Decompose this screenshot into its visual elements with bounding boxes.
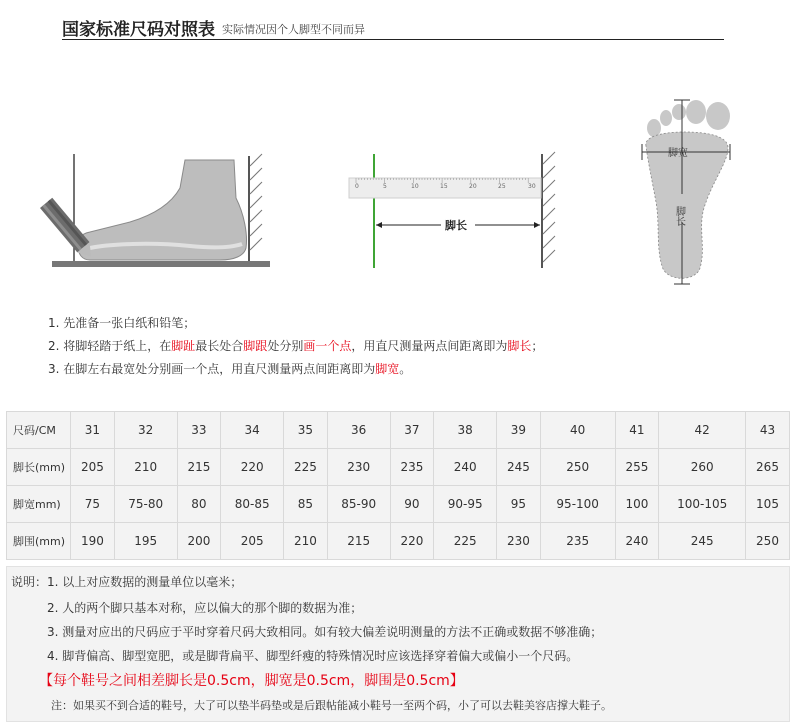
table-cell: 220	[390, 523, 434, 560]
table-cell: 42	[659, 412, 746, 449]
page-title: 国家标准尺码对照表	[62, 20, 215, 40]
table-cell: 210	[284, 523, 328, 560]
ruler-tick-15: 15	[440, 183, 448, 190]
table-cell: 205	[71, 449, 115, 486]
table-cell: 235	[540, 523, 615, 560]
table-cell: 240	[615, 523, 659, 560]
ruler-tick-20: 20	[469, 183, 477, 190]
table-cell: 36	[327, 412, 390, 449]
table-cell: 255	[615, 449, 659, 486]
note-4: 4. 脚背偏高、脚型宽肥，或是脚背扁平、脚型纤瘦的特殊情况时应该选择穿着偏大或偏小一个尺码。	[47, 649, 579, 663]
size-chart-table	[6, 411, 790, 560]
measurement-steps	[48, 312, 543, 381]
table-cell: 34	[221, 412, 284, 449]
note-3: 3. 测量对应出的尺码应于平时穿着尺码大致相同。如有较大偏差说明测量的方法不正确或数据不够准确；	[47, 625, 603, 639]
table-cell: 31	[71, 412, 115, 449]
table-cell: 235	[390, 449, 434, 486]
footprint-illustration	[638, 98, 738, 288]
table-cell: 37	[390, 412, 434, 449]
table-cell: 85-90	[327, 486, 390, 523]
ruler-tick-0: 0	[355, 183, 359, 190]
table-cell: 105	[746, 486, 790, 523]
ruler-tick-10: 10	[411, 183, 419, 190]
table-cell: 190	[71, 523, 115, 560]
foot-length-label: 脚长	[673, 206, 685, 226]
notes-box	[6, 566, 790, 722]
table-cell: 39	[497, 412, 541, 449]
row-header: 脚围(mm)	[7, 523, 71, 560]
table-cell: 100	[615, 486, 659, 523]
ruler-tick-30: 30	[528, 183, 536, 190]
table-cell: 75	[71, 486, 115, 523]
table-row	[7, 486, 790, 523]
ruler-tick-5: 5	[383, 183, 387, 190]
table-cell: 215	[327, 523, 390, 560]
note-1: 说明：1. 以上对应数据的测量单位以毫米；	[11, 575, 243, 589]
note-2: 2. 人的两个脚只基本对称，应以偏大的那个脚的数据为准；	[47, 601, 363, 615]
note-footnote: 注：如果买不到合适的鞋号，大了可以垫半码垫或是后跟帖能减小鞋号一至两个码，小了可以去鞋美容店撑大鞋子。	[51, 699, 612, 712]
table-cell: 200	[177, 523, 221, 560]
table-cell: 33	[177, 412, 221, 449]
table-cell: 41	[615, 412, 659, 449]
table-cell: 215	[177, 449, 221, 486]
foot-width-label: 脚宽	[668, 148, 688, 159]
table-cell: 85	[284, 486, 328, 523]
table-cell: 90-95	[434, 486, 497, 523]
table-cell: 43	[746, 412, 790, 449]
table-cell: 38	[434, 412, 497, 449]
table-cell: 230	[327, 449, 390, 486]
foot-wall-illustration	[30, 148, 270, 273]
table-cell: 75-80	[114, 486, 177, 523]
table-cell: 35	[284, 412, 328, 449]
note-size-difference: 【每个鞋号之间相差脚长是0.5cm，脚宽是0.5cm，脚围是0.5cm】	[39, 673, 464, 689]
table-cell: 205	[221, 523, 284, 560]
table-cell: 195	[114, 523, 177, 560]
table-cell: 100-105	[659, 486, 746, 523]
row-header: 脚长(mm)	[7, 449, 71, 486]
table-cell: 225	[434, 523, 497, 560]
table-row	[7, 412, 790, 449]
table-row	[7, 449, 790, 486]
table-cell: 32	[114, 412, 177, 449]
table-cell: 245	[659, 523, 746, 560]
table-cell: 95	[497, 486, 541, 523]
ruler-illustration	[345, 150, 560, 270]
table-row	[7, 523, 790, 560]
table-cell: 240	[434, 449, 497, 486]
table-cell: 95-100	[540, 486, 615, 523]
ruler-length-label: 脚长	[445, 219, 467, 232]
row-header: 尺码/CM	[7, 412, 71, 449]
ruler-tick-25: 25	[498, 183, 506, 190]
table-cell: 250	[746, 523, 790, 560]
table-cell: 230	[497, 523, 541, 560]
table-cell: 260	[659, 449, 746, 486]
table-cell: 80	[177, 486, 221, 523]
step-3: 3. 在脚左右最宽处分别画一个点，用直尺测量两点间距离即为脚宽。	[48, 362, 412, 376]
header	[62, 14, 724, 40]
table-cell: 250	[540, 449, 615, 486]
table-cell: 90	[390, 486, 434, 523]
step-1: 1. 先准备一张白纸和铅笔；	[48, 316, 196, 330]
table-cell: 265	[746, 449, 790, 486]
row-header: 脚宽mm)	[7, 486, 71, 523]
table-cell: 245	[497, 449, 541, 486]
table-cell: 225	[284, 449, 328, 486]
table-cell: 80-85	[221, 486, 284, 523]
table-cell: 40	[540, 412, 615, 449]
table-cell: 210	[114, 449, 177, 486]
table-cell: 220	[221, 449, 284, 486]
step-2: 2. 将脚轻踏于纸上，在脚趾最长处合脚跟处分别画一个点，用直尺测量两点间距离即为脚长；	[48, 339, 544, 353]
page-subtitle: 实际情况因个人脚型不同而异	[222, 23, 365, 36]
